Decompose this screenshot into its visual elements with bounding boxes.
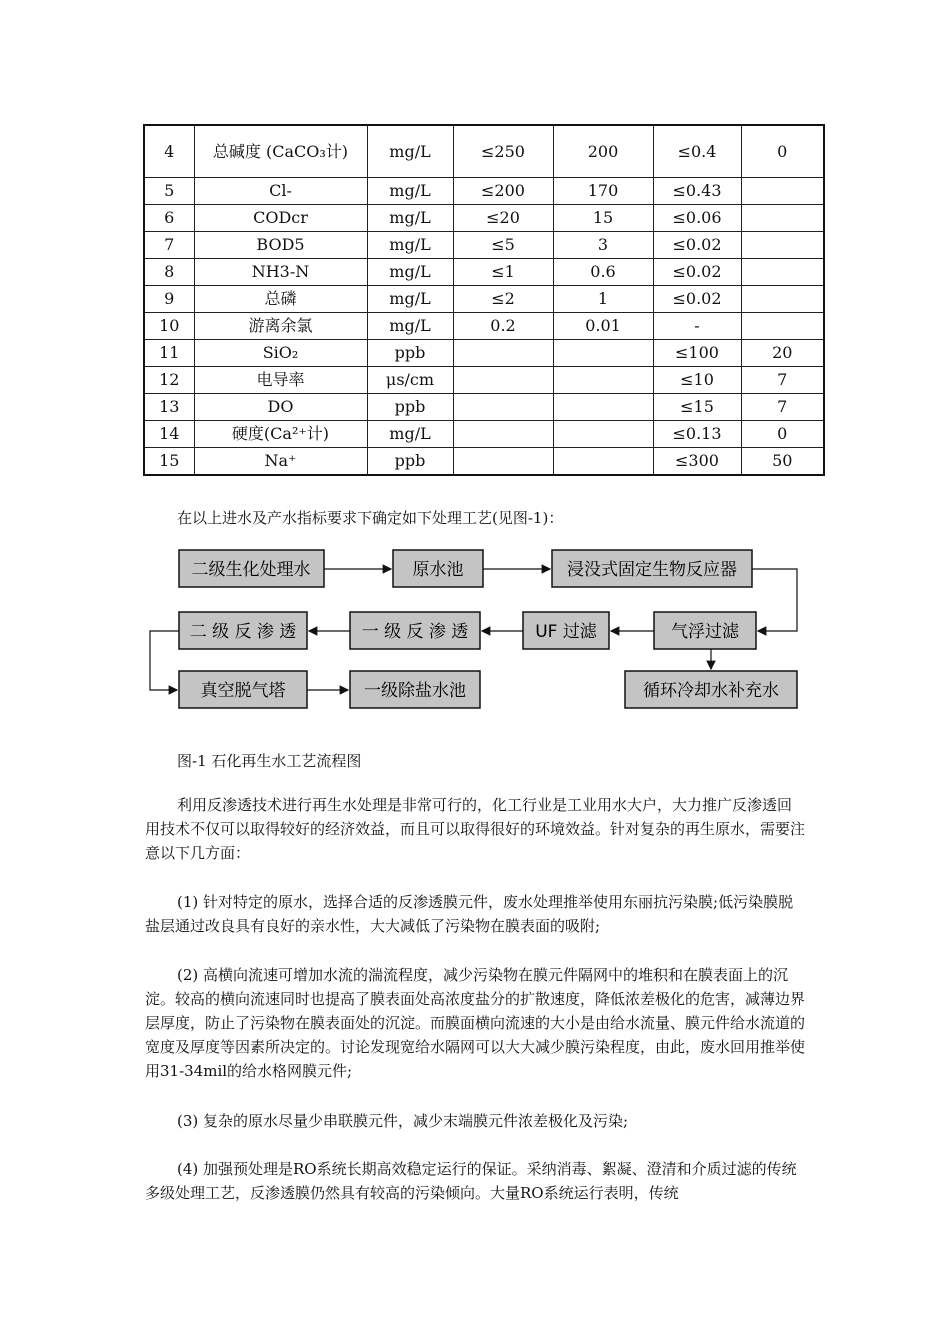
table-row xyxy=(144,448,824,476)
table-row xyxy=(144,367,824,394)
table-cell: 50 xyxy=(741,448,824,476)
table-row xyxy=(144,178,824,205)
table-row xyxy=(144,232,824,259)
table-cell xyxy=(553,340,653,367)
table-cell: DO xyxy=(194,394,367,421)
table-row xyxy=(144,286,824,313)
table-row xyxy=(144,125,824,178)
list-item-1: (1) 针对特定的原水，选择合适的反渗透膜元件，废水处理推举使用东丽抗污染膜;低污染膜脱盐层通过改良具有良好的亲水性，大大减低了污染物在膜表面的吸附; xyxy=(145,893,794,935)
table-cell: 游离余氯 xyxy=(194,313,367,340)
table-row xyxy=(144,313,824,340)
indicator-table xyxy=(143,124,825,476)
list-item-4: (4) 加强预处理是RO系统长期高效稳定运行的保证。采纳消毒、絮凝、澄清和介质过滤的传统多级处理工艺，反渗透膜仍然具有较高的污染倾向。大量RO系统运行表明，传统 xyxy=(145,1160,797,1202)
table-cell: ≤1 xyxy=(453,259,553,286)
paragraph-intro: 利用反渗透技术进行再生水处理是非常可行的，化工行业是工业用水大户，大力推广反渗透回用技术不仅可以取得较好的经济效益，而且可以取得很好的环境效益。针对复杂的再生原水，需要注意以下几方面： xyxy=(145,796,806,862)
table-cell xyxy=(741,313,824,340)
table-cell: ≤15 xyxy=(653,394,741,421)
table-cell: mg/L xyxy=(367,205,453,232)
table-cell: 20 xyxy=(741,340,824,367)
table-cell: ≤10 xyxy=(653,367,741,394)
table-cell: ≤20 xyxy=(453,205,553,232)
table-cell: ppb xyxy=(367,394,453,421)
table-cell: mg/L xyxy=(367,421,453,448)
list-item-3: (3) 复杂的原水尽量少串联膜元件，减少末端膜元件浓差极化及污染; xyxy=(177,1112,629,1130)
table-cell: 6 xyxy=(144,205,194,232)
table-cell: NH3-N xyxy=(194,259,367,286)
table-cell: 4 xyxy=(144,125,194,178)
table-cell xyxy=(453,340,553,367)
table-cell xyxy=(553,367,653,394)
table-cell: mg/L xyxy=(367,125,453,178)
table-cell: 5 xyxy=(144,178,194,205)
table-cell: 0 xyxy=(741,421,824,448)
table-cell: 0.2 xyxy=(453,313,553,340)
table-cell: CODcr xyxy=(194,205,367,232)
table-cell xyxy=(453,421,553,448)
table-cell xyxy=(741,286,824,313)
table-cell: mg/L xyxy=(367,313,453,340)
table-row xyxy=(144,394,824,421)
table-cell xyxy=(741,259,824,286)
table-cell: 0 xyxy=(741,125,824,178)
table-cell: 12 xyxy=(144,367,194,394)
table-cell: 电导率 xyxy=(194,367,367,394)
table-cell: 13 xyxy=(144,394,194,421)
table-cell xyxy=(741,205,824,232)
table-cell: 7 xyxy=(741,394,824,421)
table-cell xyxy=(453,448,553,476)
table-cell xyxy=(553,421,653,448)
table-cell: ≤0.02 xyxy=(653,232,741,259)
table-cell xyxy=(741,178,824,205)
table-cell: - xyxy=(653,313,741,340)
table-cell: ≤5 xyxy=(453,232,553,259)
table-cell: ≤0.13 xyxy=(653,421,741,448)
table-cell: SiO₂ xyxy=(194,340,367,367)
box-raw-pool-label: 原水池 xyxy=(412,560,464,580)
box-float-label: 气浮过滤 xyxy=(671,622,739,642)
table-cell: BOD5 xyxy=(194,232,367,259)
table-cell: ≤0.43 xyxy=(653,178,741,205)
water-quality-table xyxy=(143,124,823,476)
table-cell: ≤250 xyxy=(453,125,553,178)
table-cell: μs/cm xyxy=(367,367,453,394)
arrow-ro2-to-vacuum xyxy=(150,631,179,690)
list-item-2: (2) 高横向流速可增加水流的湍流程度，减少污染物在膜元件隔网中的堆积和在膜表面上的沉淀。较高的横向流速同时也提高了膜表面处高浓度盐分的扩散速度，降低浓差极化的危害，减薄边界层厚度，防止了污染物在膜表面处的沉淀。而膜面横向流速的大小是由给水流量、膜元件给水流道的宽度及厚度等因素所决定的。讨论发现宽给水隔网可以大大减少膜污染程度，由此，废水回用推举使用31-34mil的给水格网膜元件; xyxy=(145,966,806,1080)
table-cell: 总碱度 (CaCO₃计) xyxy=(194,125,367,178)
table-cell: ≤200 xyxy=(453,178,553,205)
table-cell xyxy=(553,448,653,476)
table-cell: 14 xyxy=(144,421,194,448)
arrow-reactor-to-float xyxy=(752,569,797,631)
table-row xyxy=(144,421,824,448)
table-row xyxy=(144,340,824,367)
table-cell: ≤0.02 xyxy=(653,286,741,313)
table-cell: 硬度(Ca²⁺计) xyxy=(194,421,367,448)
table-cell: ppb xyxy=(367,340,453,367)
table-cell: 10 xyxy=(144,313,194,340)
box-secondary-bio-label: 二级生化处理水 xyxy=(191,560,311,580)
box-ro2-label: 二 级 反 渗 透 xyxy=(189,622,297,642)
table-cell: 1 xyxy=(553,286,653,313)
figure-caption: 图-1 石化再生水工艺流程图 xyxy=(177,752,362,770)
process-flow-diagram xyxy=(145,542,805,717)
table-row xyxy=(144,259,824,286)
table-cell: mg/L xyxy=(367,259,453,286)
table-row xyxy=(144,205,824,232)
table-cell: ≤2 xyxy=(453,286,553,313)
table-cell: 11 xyxy=(144,340,194,367)
table-cell: ppb xyxy=(367,448,453,476)
table-cell: 0.01 xyxy=(553,313,653,340)
table-cell: mg/L xyxy=(367,178,453,205)
table-cell: 7 xyxy=(741,367,824,394)
box-uf-label: UF 过滤 xyxy=(535,622,597,642)
table-cell: Cl- xyxy=(194,178,367,205)
table-cell xyxy=(741,232,824,259)
box-reactor-label: 浸没式固定生物反应器 xyxy=(567,560,737,580)
table-cell: 15 xyxy=(553,205,653,232)
table-cell: 0.6 xyxy=(553,259,653,286)
table-cell xyxy=(453,394,553,421)
table-cell: Na⁺ xyxy=(194,448,367,476)
table-cell: 170 xyxy=(553,178,653,205)
table-cell: 7 xyxy=(144,232,194,259)
box-desalt-label: 一级除盐水池 xyxy=(364,681,466,701)
table-cell: ≤0.06 xyxy=(653,205,741,232)
table-cell: ≤0.4 xyxy=(653,125,741,178)
table-cell: 9 xyxy=(144,286,194,313)
table-cell: ≤0.02 xyxy=(653,259,741,286)
table-cell: 8 xyxy=(144,259,194,286)
table-cell: 200 xyxy=(553,125,653,178)
table-cell xyxy=(453,367,553,394)
table-cell: mg/L xyxy=(367,232,453,259)
table-cell: 总磷 xyxy=(194,286,367,313)
box-ro1-label: 一 级 反 渗 透 xyxy=(361,622,469,642)
table-cell xyxy=(553,394,653,421)
intro-text: 在以上进水及产水指标要求下确定如下处理工艺(见图-1)： xyxy=(177,509,564,527)
table-cell: 3 xyxy=(553,232,653,259)
table-cell: 15 xyxy=(144,448,194,476)
table-cell: mg/L xyxy=(367,286,453,313)
table-cell: ≤100 xyxy=(653,340,741,367)
box-cooling-label: 循环冷却水补充水 xyxy=(643,681,779,701)
box-vacuum-label: 真空脱气塔 xyxy=(200,681,286,701)
table-cell: ≤300 xyxy=(653,448,741,476)
